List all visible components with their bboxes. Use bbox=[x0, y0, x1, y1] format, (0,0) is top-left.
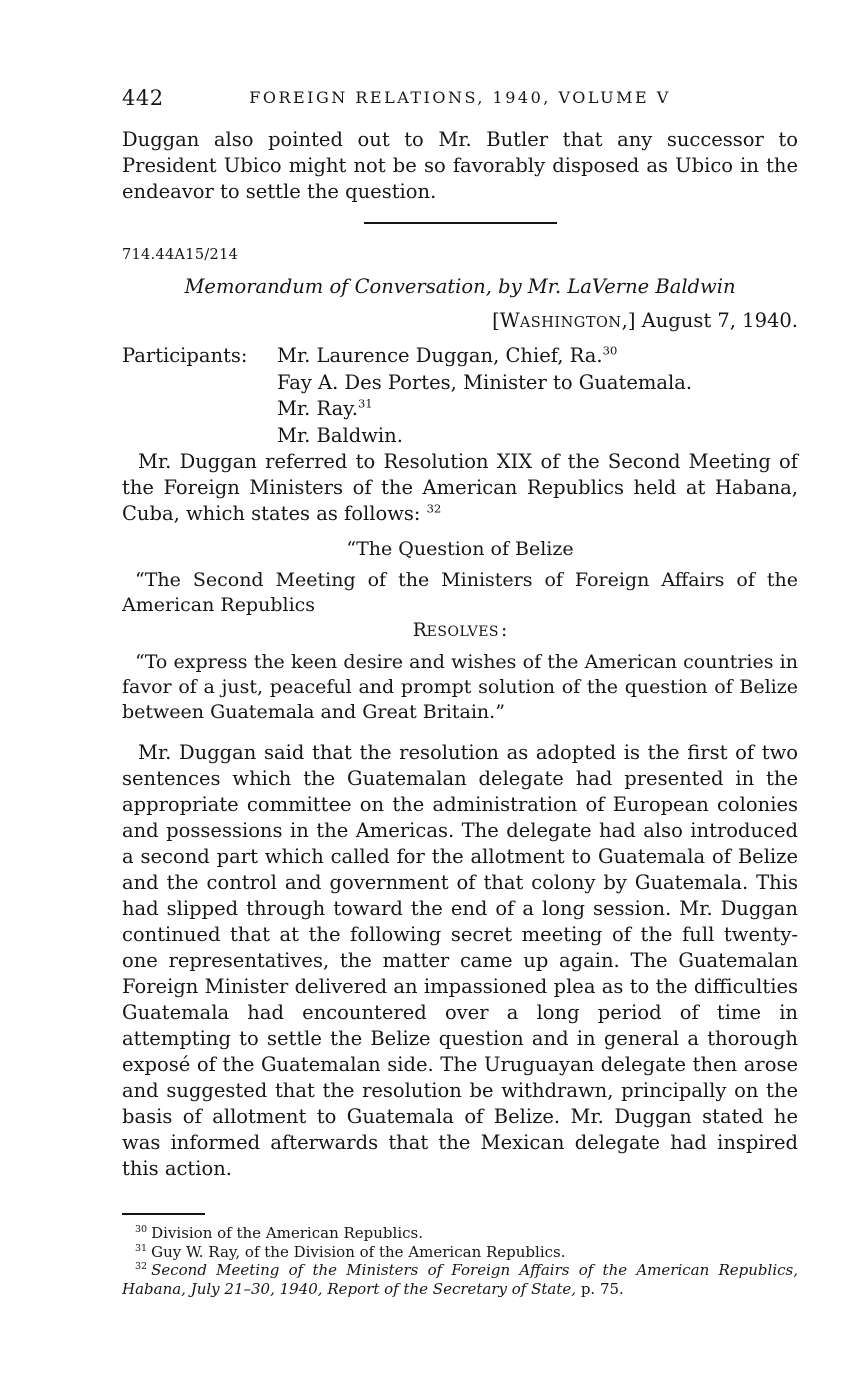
quotation-paragraph-1: “The Second Meeting of the Ministers of Foreign Affairs of the American Republics bbox=[122, 569, 798, 616]
dateline bbox=[122, 308, 798, 336]
footnote-ref-31: 31 bbox=[357, 396, 373, 411]
footnote-ref-30: 30 bbox=[602, 343, 618, 358]
footnote-tail: p. 75. bbox=[576, 1279, 624, 1298]
participants-block bbox=[122, 343, 798, 449]
participant-name: Fay A. Des Portes, Minister to Guatemala. bbox=[277, 370, 693, 394]
running-head bbox=[122, 86, 798, 110]
participant-name: Mr. Laurence Duggan, Chief, Ra. bbox=[277, 344, 603, 367]
resolves-line bbox=[122, 619, 798, 644]
footnote-text: Guy W. Ray, of the Division of the American Republics. bbox=[151, 1242, 566, 1261]
participants-list bbox=[277, 343, 798, 449]
resolves-colon: : bbox=[501, 620, 508, 641]
footnote-31 bbox=[122, 1243, 798, 1262]
quotation-paragraph-2: “To express the keen desire and wishes of the American countries in favor of a just, peaceful and prompt solution of the question of Belize between Guatemala and Great Britain.” bbox=[122, 651, 798, 723]
footnote-number: 32 bbox=[135, 1261, 148, 1272]
document-title: Memorandum of Conversation, by Mr. LaVerne Baldwin bbox=[184, 275, 736, 298]
intro-paragraph: Duggan also pointed out to Mr. Butler that any successor to President Ubico might not be so favorably disposed as Ubico in the endeavor to settle the question. bbox=[122, 128, 798, 203]
page-number: 442 bbox=[122, 86, 164, 110]
quotation-heading: “The Question of Belize bbox=[346, 538, 574, 560]
dateline-place-smallcaps: ASHINGTON bbox=[519, 315, 622, 331]
participant-name: Mr. Baldwin. bbox=[277, 423, 403, 447]
footnote-32 bbox=[122, 1261, 798, 1298]
reference-paragraph bbox=[122, 449, 798, 527]
dateline-place-suffix: ,] bbox=[621, 309, 636, 332]
resolves-initial: R bbox=[412, 620, 427, 641]
footnote-number: 31 bbox=[135, 1242, 148, 1254]
resolves-smallcaps: ESOLVES bbox=[426, 624, 500, 640]
section-divider-rule bbox=[364, 222, 557, 224]
participant-row bbox=[277, 370, 798, 397]
footnote-30 bbox=[122, 1224, 798, 1243]
dateline-date: August 7, 1940. bbox=[635, 309, 798, 332]
participant-row bbox=[277, 343, 798, 370]
reference-paragraph-text: Mr. Duggan referred to Resolution XIX of the Second Meeting of the Foreign Ministers of the American Republics held at Habana, Cuba, which states as follows: bbox=[122, 450, 798, 525]
running-header-title: FOREIGN RELATIONS, 1940, VOLUME V bbox=[249, 88, 671, 107]
file-number: 714.44A15/214 bbox=[122, 247, 239, 263]
footnote-ref-32: 32 bbox=[426, 501, 442, 516]
footnote-divider-rule bbox=[122, 1213, 205, 1215]
footnote-italic-text: Second Meeting of the Ministers of Foreign Affairs of the American Republics, Habana, July 21–30, 1940, Report of the Secretary of State, bbox=[122, 1261, 798, 1298]
dateline-place-prefix: [W bbox=[492, 309, 520, 332]
participant-name: Mr. Ray. bbox=[277, 397, 358, 420]
participant-row bbox=[277, 396, 798, 423]
footnotes-block bbox=[122, 1224, 798, 1298]
participant-row bbox=[277, 423, 798, 450]
participants-label: Participants: bbox=[122, 344, 248, 367]
footnote-number: 30 bbox=[135, 1224, 148, 1235]
footnote-text: Division of the American Republics. bbox=[151, 1224, 423, 1242]
main-paragraph: Mr. Duggan said that the resolution as adopted is the first of two sentences which the Guatemalan delegate had presented in the appropriate committee on the administration of European colonies and possessions in the Americas. The delegate had also introduced a second part which called for the allotment to Guatemala of Belize and the control and government of that colony by Guatemala. This had slipped through toward the end of a long session. Mr. Duggan continued that at the following secret meeting of the full twenty-one representatives, the matter came up again. The Guatemalan Foreign Minister delivered an impassioned plea as to the difficulties Guatemala had encountered over a long period of time in attempting to settle the Belize question and in general a thorough exposé of the Guatemalan side. The Uruguayan delegate then arose and suggested that the resolution be withdrawn, principally on the basis of allotment to Guatemala of Belize. Mr. Duggan stated he was informed afterwards that the Mexican delegate had inspired this action. bbox=[122, 741, 798, 1180]
